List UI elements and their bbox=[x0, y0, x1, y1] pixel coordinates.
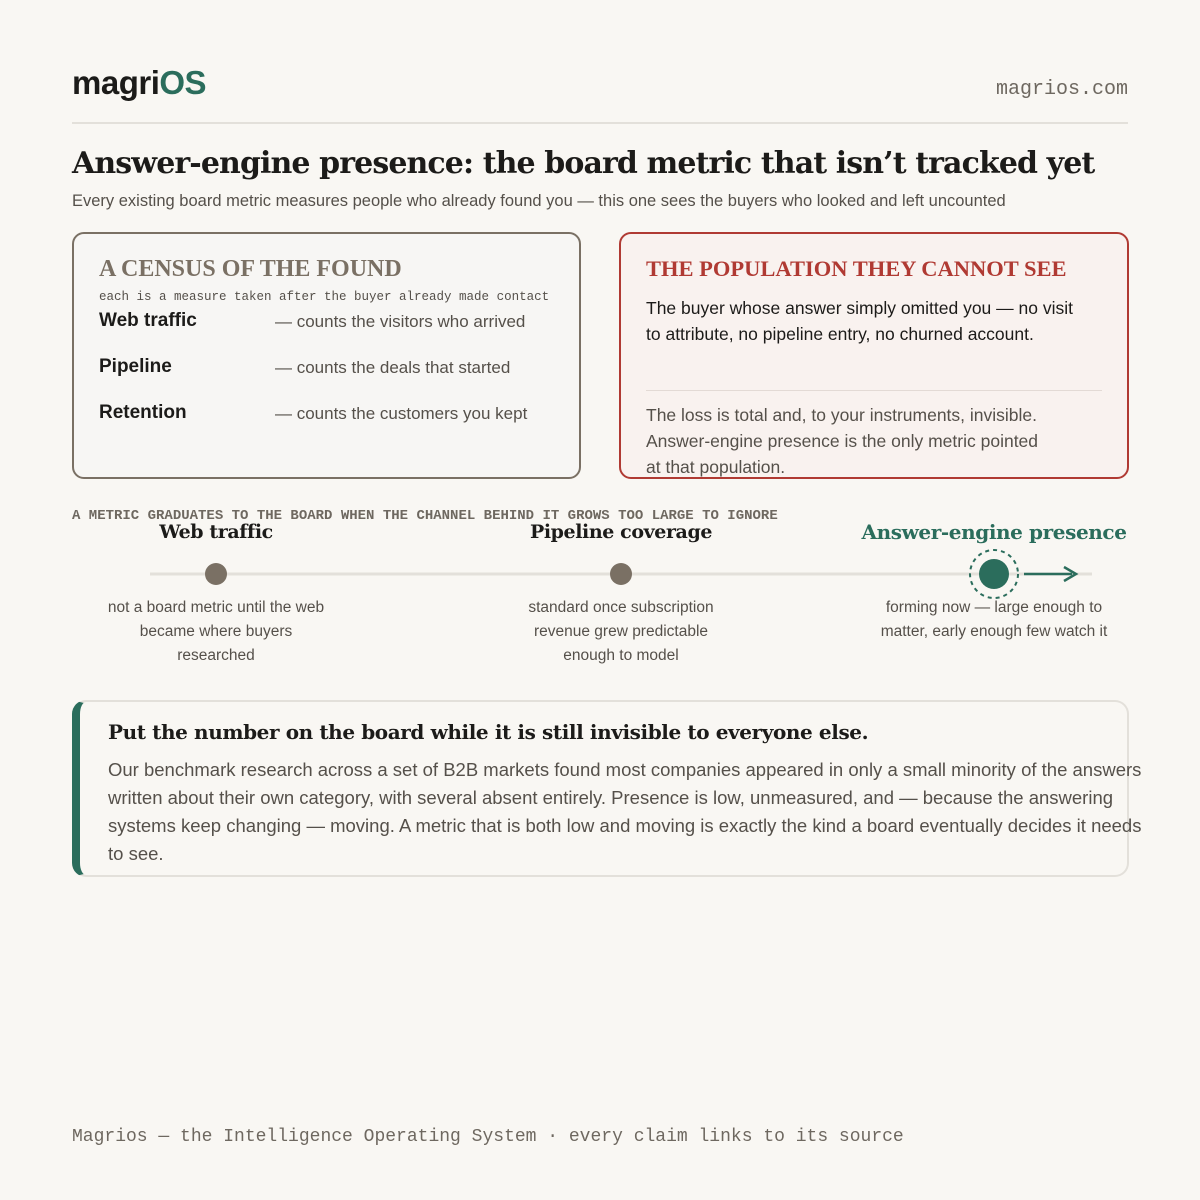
stage-dot-web-traffic bbox=[205, 563, 227, 585]
stage-desc-web-traffic: not a board metric until the web became where buyers researched bbox=[107, 599, 325, 664]
unseen-panel-divider bbox=[646, 390, 1102, 391]
magrios-logo[interactable] bbox=[72, 64, 206, 102]
page-footer: Magrios — the Intelligence Operating System · every claim links to its source bbox=[72, 1127, 904, 1147]
census-panel-title: A CENSUS OF THE FOUND bbox=[99, 256, 402, 282]
arrow-head-icon bbox=[1064, 567, 1076, 581]
site-url-link[interactable]: magrios.com bbox=[995, 78, 1128, 101]
logo-accent: OS bbox=[159, 64, 207, 101]
timeline-caption: A METRIC GRADUATES TO THE BOARD WHEN THE CHANNEL BEHIND IT GROWS TOO LARGE TO IGNORE bbox=[72, 508, 778, 524]
census-row-label: Retention bbox=[99, 402, 187, 423]
stage-label-web-traffic: Web traffic bbox=[159, 521, 273, 543]
census-row-desc: — counts the deals that started bbox=[275, 358, 511, 377]
page-header bbox=[72, 62, 1128, 124]
census-panel bbox=[72, 232, 581, 479]
unseen-population-panel bbox=[619, 232, 1129, 479]
unseen-panel-title: THE POPULATION THEY CANNOT SEE bbox=[646, 256, 1067, 281]
census-row-retention bbox=[99, 402, 559, 428]
census-row-pipeline bbox=[99, 356, 559, 382]
stage-desc-pipeline-coverage: standard once subscription revenue grew predictable enough to model bbox=[528, 599, 714, 664]
page-subtitle: Every existing board metric measures people who already found you — this one sees the buyers who looked and left uncounted bbox=[72, 192, 1006, 210]
census-row-label: Web traffic bbox=[99, 310, 197, 331]
census-panel-note: each is a measure taken after the buyer already made contact bbox=[99, 290, 550, 304]
census-row-desc: — counts the customers you kept bbox=[275, 404, 528, 423]
logo-prefix: magri bbox=[72, 64, 160, 101]
stage-dot-pipeline-coverage bbox=[610, 563, 632, 585]
stage-label-answer-engine: Answer-engine presence bbox=[861, 520, 1127, 544]
stage-halo-answer-engine bbox=[970, 550, 1018, 598]
stage-label-pipeline-coverage: Pipeline coverage bbox=[529, 521, 713, 543]
unseen-panel-paragraph-1: The buyer whose answer simply omitted you — no visit to attribute, no pipeline entry, no churned account. bbox=[646, 298, 1073, 344]
stage-desc-answer-engine: forming now — large enough to matter, early enough few watch it bbox=[880, 599, 1108, 640]
census-row-desc: — counts the visitors who arrived bbox=[275, 312, 526, 331]
callout-body: Our benchmark research across a set of B2B markets found most companies appeared in only a small minority of the answers written about their own category, with several absent entirely. Presence is low, unmeasured, and — because the answering systems keep changing — moving. A metric that is both low and moving is exactly the kind a board eventually decides it needs to see. bbox=[108, 759, 1142, 864]
census-row-label: Pipeline bbox=[99, 356, 172, 377]
unseen-panel-paragraph-2: The loss is total and, to your instruments, invisible. Answer-engine presence is the only metric pointed at that population. bbox=[646, 405, 1039, 477]
page-title: Answer-engine presence: the board metric that isn’t tracked yet bbox=[72, 146, 1095, 181]
callout-title: Put the number on the board while it is still invisible to everyone else. bbox=[108, 720, 869, 744]
board-callout bbox=[72, 700, 1142, 877]
stage-dot-answer-engine bbox=[979, 559, 1009, 589]
census-row-web-traffic bbox=[99, 310, 559, 336]
